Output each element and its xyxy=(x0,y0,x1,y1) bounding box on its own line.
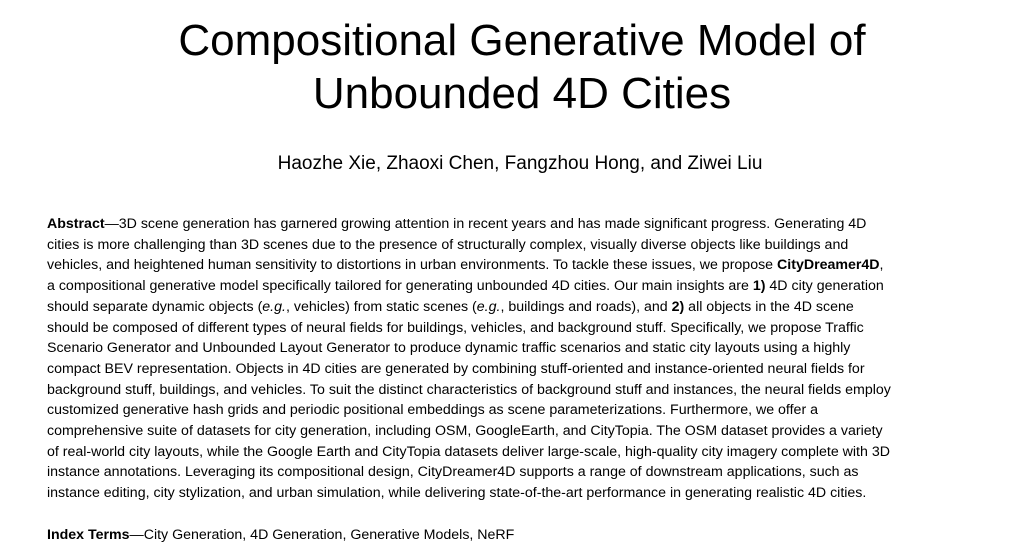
abbrev-eg: e.g. xyxy=(262,298,286,315)
abstract-line: Scenario Generator and Unbounded Layout Generator to produce dynamic traffic scenarios and static city layouts using a highly xyxy=(47,340,851,357)
abstract xyxy=(47,214,1017,504)
index-terms xyxy=(47,525,1017,546)
abstract-line: should be composed of different types of neural fields for buildings, vehicles, and background stuff. Specifically, we propose Traffic xyxy=(47,319,864,336)
abstract-text: , buildings and roads), and xyxy=(500,298,672,315)
method-name: CityDreamer4D xyxy=(777,257,880,274)
index-terms-dash: — xyxy=(129,527,144,543)
abstract-text: should separate dynamic objects ( xyxy=(47,298,263,315)
abstract-line: instance annotations. Leveraging its compositional design, CityDreamer4D supports a range of downstream applications, such as xyxy=(47,464,859,481)
abstract-line xyxy=(47,255,1017,276)
title-line-1: Compositional Generative Model of xyxy=(178,16,866,65)
abstract-line: of real-world city layouts, while the Google Earth and CityTopia datasets deliver large-scale, high-quality city imagery complete with 3D xyxy=(47,443,890,460)
abstract-line: instance editing, city stylization, and urban simulation, while delivering state-of-the-art performance in generating realistic 4D cities. xyxy=(47,485,867,502)
index-terms-label: Index Terms xyxy=(47,527,130,543)
abstract-text: , vehicles) from static scenes ( xyxy=(285,298,477,315)
author-list: Haozhe Xie, Zhaoxi Chen, Fangzhou Hong, and Ziwei Liu xyxy=(277,153,763,174)
abbrev-eg: e.g. xyxy=(476,298,501,315)
abstract-line xyxy=(47,214,1017,235)
abstract-text: all objects in the 4D scene xyxy=(684,298,854,315)
abstract-text: , xyxy=(879,257,884,274)
abstract-line: compact BEV representation. Objects in 4D cities are generated by combining stuff-oriented and instance-oriented neural fields for xyxy=(47,360,865,377)
insight-marker-2: 2) xyxy=(671,298,685,315)
paper-title xyxy=(0,14,1032,120)
insight-marker-1: 1) xyxy=(752,278,766,295)
abstract-line: background stuff, buildings, and vehicles. To suit the distinct characteristics of background stuff and instances, the neural fields employ xyxy=(47,381,891,398)
abstract-text: 4D city generation xyxy=(765,278,884,295)
abstract-line: customized generative hash grids and periodic positional embeddings as scene parameterizations. Furthermore, we offer a xyxy=(47,402,819,419)
title-line-2: Unbounded 4D Cities xyxy=(312,69,732,118)
abstract-text: vehicles, and heightened human sensitivity to distortions in urban environments. To tackle these issues, we propose xyxy=(47,257,778,274)
index-terms-text: City Generation, 4D Generation, Generative Models, NeRF xyxy=(143,527,515,543)
abstract-dash: — xyxy=(104,216,119,232)
abstract-text: 3D scene generation has garnered growing attention in recent years and has made significant progress. Generating 4D xyxy=(118,216,867,232)
abstract-line: cities is more challenging than 3D scenes due to the presence of structurally complex, visually diverse objects like buildings and xyxy=(47,236,849,253)
abstract-line xyxy=(47,276,1017,297)
abstract-line xyxy=(47,297,1017,318)
abstract-label: Abstract xyxy=(47,216,105,232)
abstract-text: a compositional generative model specifically tailored for generating unbounded 4D cities. Our main insights are xyxy=(47,278,753,295)
abstract-line: comprehensive suite of datasets for city generation, including OSM, GoogleEarth, and CityTopia. The OSM dataset provides a variety xyxy=(47,423,883,440)
